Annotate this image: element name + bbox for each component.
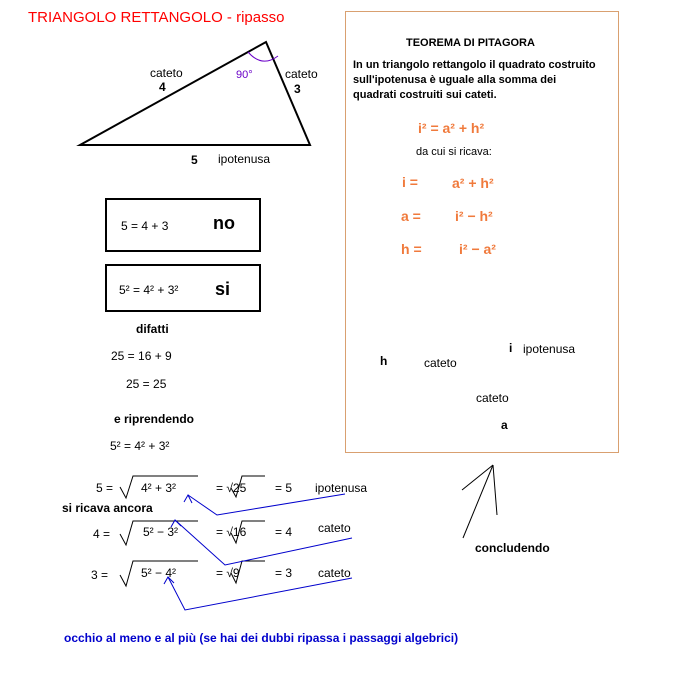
box-no-expr: 5 = 4 + 3 xyxy=(121,219,169,233)
formula-main: i² = a² + h² xyxy=(418,120,485,136)
triangle2-i-label: i xyxy=(509,341,513,355)
work-line-3: 5² = 4² + 3² xyxy=(110,439,170,453)
root2-radicand: 5² − 3² xyxy=(143,525,179,539)
triangle2-a-label: a xyxy=(501,418,508,432)
root1-mid: = √25 xyxy=(216,481,247,495)
theorem-statement-2: sull'ipotenusa è uguale alla somma dei xyxy=(353,74,557,86)
box-si-verdict: si xyxy=(215,279,231,299)
box-no-verdict: no xyxy=(213,213,235,233)
root1-radicand: 4² + 3² xyxy=(141,481,177,495)
work-line-1: 25 = 16 + 9 xyxy=(111,349,172,363)
formula-i-radicand: a² + h² xyxy=(452,175,494,191)
difatti-label: difatti xyxy=(136,322,169,336)
footer-note: occhio al meno e al più (se hai dei dubbi ripassa i passaggi algebrici) xyxy=(64,631,459,645)
formula-h-radicand: i² − a² xyxy=(459,241,496,257)
cateto-left-value: 4 xyxy=(159,80,166,94)
si-ricava-label: si ricava ancora xyxy=(62,501,153,515)
triangle2-cateto-base: cateto xyxy=(476,391,509,405)
box-no xyxy=(105,198,261,252)
root3-radicand: 5² − 4² xyxy=(141,566,177,580)
hyp-value: 5 xyxy=(191,153,198,167)
formula-i-lhs: i = xyxy=(402,174,418,190)
root2-lhs: 4 = xyxy=(93,527,111,541)
hyp-word: ipotenusa xyxy=(218,152,271,166)
triangle2-cateto-vertical: cateto xyxy=(424,356,457,370)
da-cui-label: da cui si ricava: xyxy=(416,146,492,158)
box-si xyxy=(105,264,261,312)
page-title: TRIANGOLO RETTANGOLO - ripasso xyxy=(28,9,285,26)
riprendendo-label: e riprendendo xyxy=(114,412,195,426)
root1-result: = 5 xyxy=(275,481,293,495)
root3-result: = 3 xyxy=(275,566,293,580)
theorem-heading: TEOREMA DI PITAGORA xyxy=(406,37,535,49)
formula-a-radicand: i² − h² xyxy=(455,208,493,224)
root3-mid: = √9 xyxy=(216,566,240,580)
root2-mid: = √16 xyxy=(216,525,247,539)
concludendo-pointers xyxy=(462,465,497,538)
root1-lhs: 5 = xyxy=(96,481,114,495)
root3-label: cateto xyxy=(318,566,351,580)
triangle2-ipotenusa: ipotenusa xyxy=(523,342,576,356)
blue-arrows xyxy=(164,494,352,610)
root3-lhs: 3 = xyxy=(91,568,109,582)
root1-label: ipotenusa xyxy=(315,481,368,495)
formula-h-lhs: h = xyxy=(401,241,422,257)
concludendo-label: concludendo xyxy=(475,541,550,555)
formula-a-lhs: a = xyxy=(401,208,421,224)
cateto-left-word: cateto xyxy=(150,66,183,80)
root2-result: = 4 xyxy=(275,525,293,539)
theorem-statement-1: In un triangolo rettangolo il quadrato costruito xyxy=(353,59,596,71)
theorem-panel xyxy=(345,11,619,453)
cateto-right-word: cateto xyxy=(285,67,318,81)
root2-label: cateto xyxy=(318,521,351,535)
work-line-2: 25 = 25 xyxy=(126,377,167,391)
theorem-statement-3: quadrati costruiti sui cateti. xyxy=(353,89,497,101)
cateto-right-value: 3 xyxy=(294,82,301,96)
triangle2-h-label: h xyxy=(380,354,388,368)
box-si-expr: 5² = 4² + 3² xyxy=(119,283,179,297)
right-angle-label: 90° xyxy=(236,69,253,81)
